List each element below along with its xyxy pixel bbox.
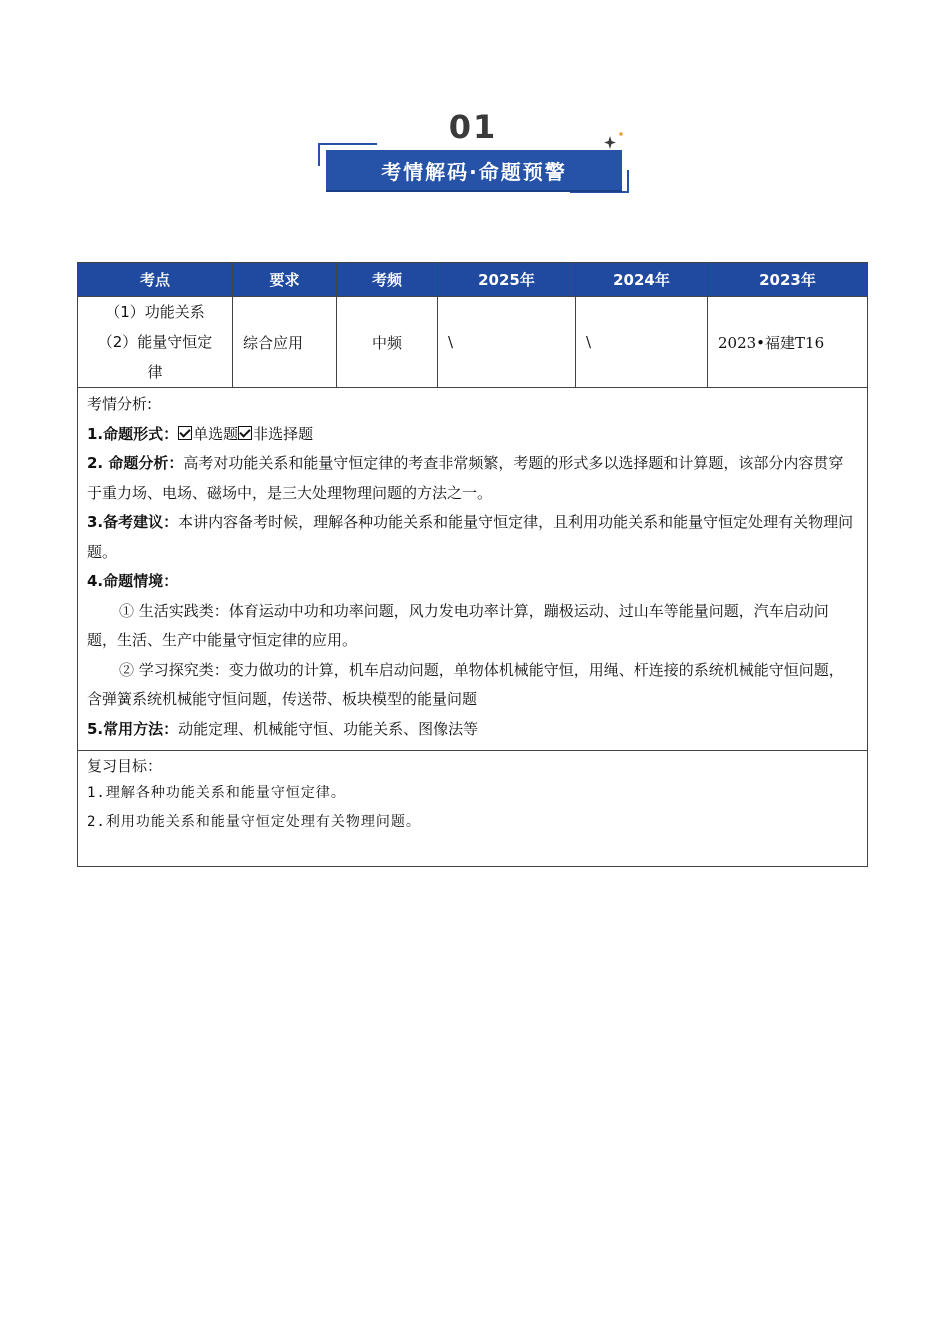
goals-row bbox=[78, 751, 868, 867]
checkbox-icon bbox=[238, 426, 252, 440]
goal-item: 2.利用功能关系和能量守恒定处理有关物理问题。 bbox=[87, 814, 421, 830]
method-paragraph bbox=[87, 715, 858, 745]
advice-label: 3.备考建议： bbox=[87, 513, 179, 531]
cell-frequency: 中频 bbox=[337, 297, 438, 388]
cell-topic bbox=[78, 297, 233, 388]
analysis-label: 2. 命题分析： bbox=[87, 454, 184, 472]
col-header-frequency: 考频 bbox=[337, 263, 438, 297]
form-option: 非选择题 bbox=[253, 424, 314, 443]
analysis-heading: 考情分析: bbox=[87, 395, 153, 413]
context-item: ① 生活实践类：体育运动中功和功率问题，风力发电功率计算，蹦极运动、过山车等能量问题，汽车启动问题，生活、生产中能量守恒定律的应用。 bbox=[87, 601, 829, 649]
analysis-cell bbox=[78, 388, 868, 751]
col-header-requirement: 要求 bbox=[233, 263, 337, 297]
goals-cell bbox=[78, 751, 868, 867]
banner-title: 考情解码·命题预警 bbox=[326, 150, 622, 190]
form-label: 1.命题形式： bbox=[87, 424, 179, 443]
cell-2024: \ bbox=[576, 297, 708, 388]
advice-paragraph bbox=[87, 508, 858, 567]
form-line bbox=[87, 420, 858, 450]
context-label: 4.命题情境： bbox=[87, 572, 179, 590]
goal-item: 1.理解各种功能关系和能量守恒定律。 bbox=[87, 785, 346, 801]
topic-line: （1）功能关系 bbox=[105, 303, 205, 321]
method-text: 动能定理、机械能守恒、功能关系、图像法等 bbox=[178, 719, 479, 738]
cell-2025: \ bbox=[438, 297, 576, 388]
cell-requirement: 综合应用 bbox=[233, 297, 337, 388]
exam-analysis-table bbox=[77, 262, 868, 867]
checkbox-icon bbox=[178, 426, 192, 440]
cell-2023: 2023•福建T16 bbox=[708, 297, 868, 388]
analysis-text: 高考对功能关系和能量守恒定律的考查非常频繁，考题的形式多以选择题和计算题，该部分内容贯穿于重力场、电场、磁场中，是三大处理物理问题的方法之一。 bbox=[87, 454, 844, 502]
analysis-row bbox=[78, 388, 868, 751]
form-option: 单选题 bbox=[193, 424, 239, 443]
analysis-paragraph bbox=[87, 449, 858, 508]
advice-text: 本讲内容备考时候，理解各种功能关系和能量守恒定律，且利用功能关系和能量守恒定处理有关物理问题。 bbox=[87, 513, 854, 561]
section-number: 01 bbox=[448, 108, 498, 146]
context-heading bbox=[87, 567, 858, 597]
table-row bbox=[78, 297, 868, 388]
sparkle-icon bbox=[602, 130, 628, 152]
topic-line: 律 bbox=[147, 363, 163, 381]
col-header-2024: 2024年 bbox=[576, 263, 708, 297]
method-label: 5.常用方法： bbox=[87, 719, 179, 738]
context-item: ② 学习探究类：变力做功的计算，机车启动问题，单物体机械能守恒，用绳、杆连接的系统机械能守恒问题，含弹簧系统机械能守恒问题，传送带、板块模型的能量问题 bbox=[87, 660, 844, 708]
topic-line: （2）能量守恒定 bbox=[97, 333, 213, 351]
col-header-topic: 考点 bbox=[78, 263, 233, 297]
col-header-2025: 2025年 bbox=[438, 263, 576, 297]
col-header-2023: 2023年 bbox=[708, 263, 868, 297]
goals-heading: 复习目标： bbox=[87, 757, 163, 775]
table-header-row bbox=[78, 263, 868, 297]
